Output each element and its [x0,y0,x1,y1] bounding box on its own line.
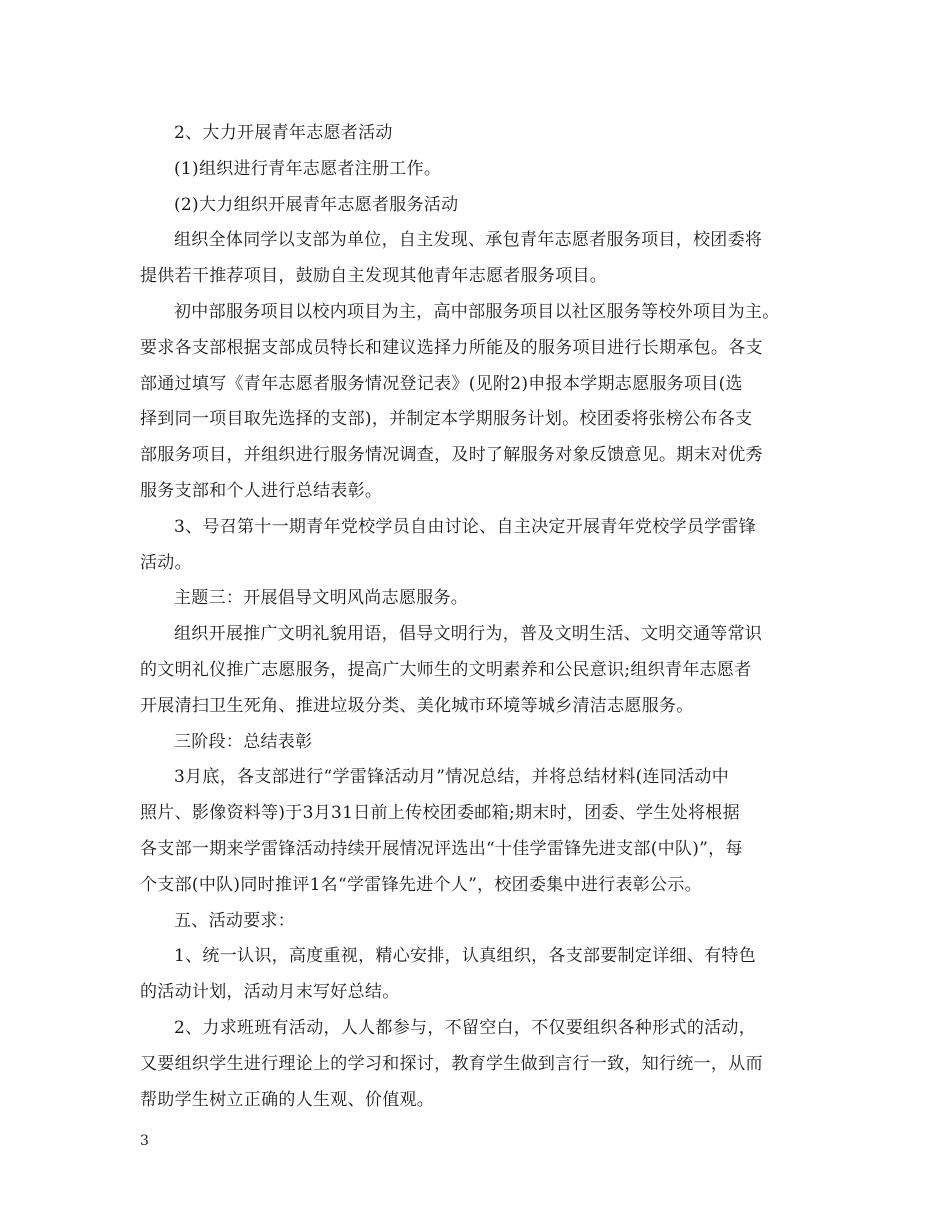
list-item-party-school: 3、号召第十一期青年党校学员自由讨论、自主决定开展青年党校学员学雷锋 活动。 [140,516,757,573]
paragraph-civilization: 组织开展推广文明礼貌用语，倡导文明行为，普及文明生活、文明交通等常识 的文明礼仪推广志愿服务，提高广大师生的文明素养和公民意识;组织青年志愿者 开展清扫卫生死角、推进垃圾分类、美化城市环境等城乡清洁志愿服务。 [140,624,763,716]
section-heading-stage-three: 三阶段：总结表彰 [174,731,313,752]
page-number: 3 [140,1133,149,1149]
list-item-requirement-one: 1、统一认识，高度重视，精心安排，认真组织，各支部要制定详细、有特色 的活动计划，活动月末写好总结。 [140,946,757,1003]
section-heading-theme-three: 主题三：开展倡导文明风尚志愿服务。 [174,588,469,609]
paragraph-organize-students: 组织全体同学以支部为单位，自主发现、承包青年志愿者服务项目，校团委将 提供若干推荐项目，鼓励自主发现其他青年志愿者服务项目。 [140,230,763,287]
document-body [140,116,815,1118]
section-heading-requirements: 五、活动要求： [174,910,296,931]
list-item-registration: (1)组织进行青年志愿者注册工作。 [174,158,442,179]
paragraph-summary: 3月底，各支部进行“学雷锋活动月”情况总结，并将总结材料(连同活动中 照片、影像资料等)于3月31日前上传校团委邮箱;期末时，团委、学生处将根据 各支部一期来学雷锋活动持续开展情况评选出“十佳学雷锋先进支部(中队)”，每 个支部(中队)同时推评1名“学雷锋先进个人”，校团委集中进行表彰公示。 [140,767,743,895]
paragraph-service-projects: 初中部服务项目以校内项目为主，高中部服务项目以社区服务等校外项目为主。 要求各支部根据支部成员特长和建议选择力所能及的服务项目进行长期承包。各支 部通过填写《青年志愿者服务情况登记表》(见附2)申报本学期志愿服务项目(选 择到同一项目取先选择的支部)，并制定本学期服务计划。校团委将张榜公布各支 部服务项目，并组织进行服务情况调查，及时了解服务对象反馈意见。期末对优秀 服务支部和个人进行总结表彰。 [140,301,780,501]
list-item-service-activities: (2)大力组织开展青年志愿者服务活动 [174,194,459,215]
list-item-requirement-two: 2、力求班班有活动，人人都参与，不留空白，不仅要组织各种形式的活动， 又要组织学生进行理论上的学习和探讨，教育学生做到言行一致，知行统一，从而 帮助学生树立正确的人生观、价值观。 [140,1017,763,1110]
list-item-volunteer-activities: 2、大力开展青年志愿者活动 [174,123,393,143]
